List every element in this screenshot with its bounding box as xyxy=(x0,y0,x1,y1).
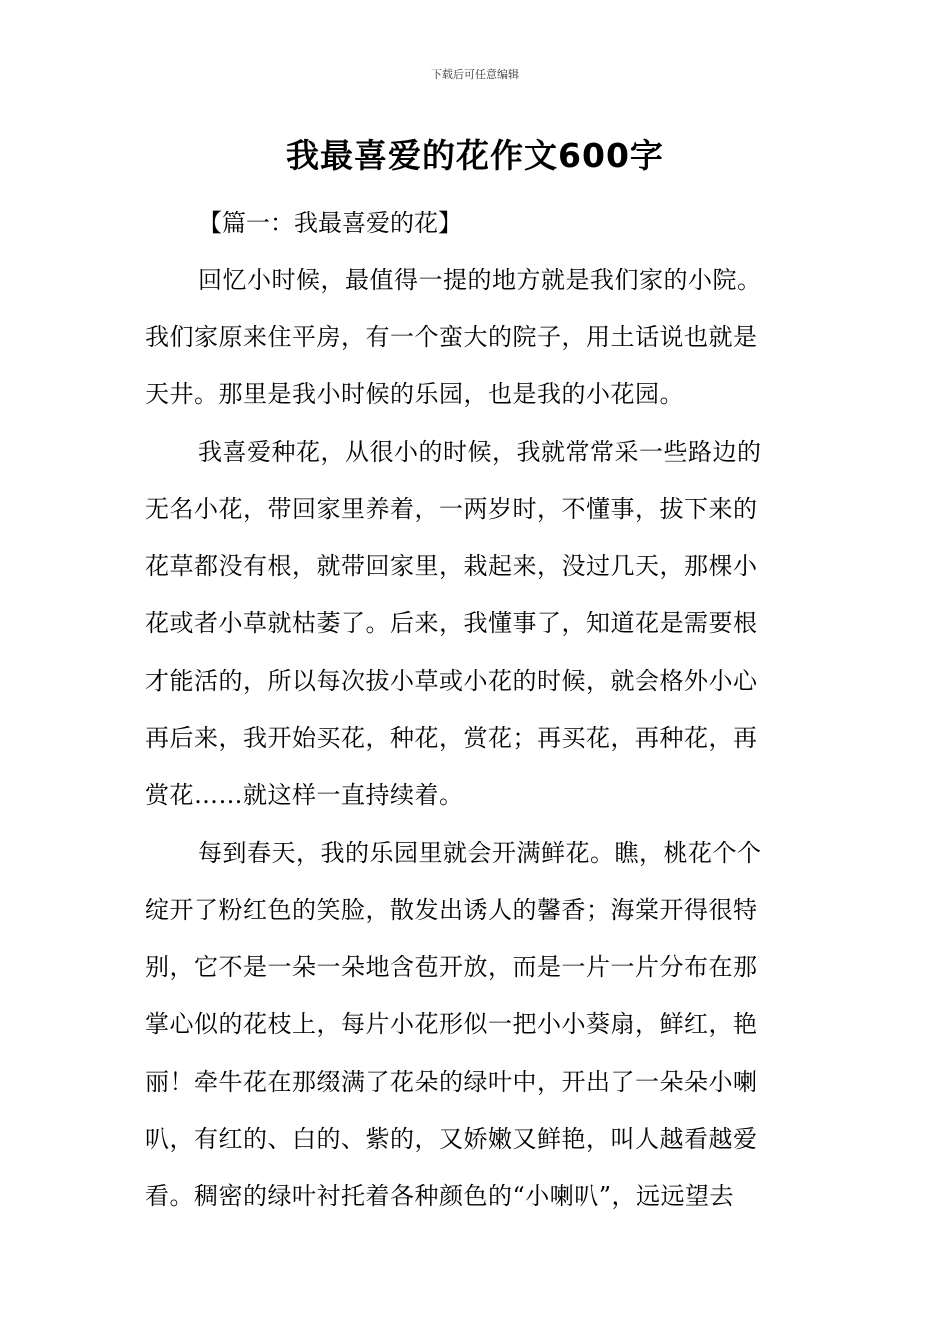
text-line: 再后来，我开始买花，种花，赏花；再买花，再种花，再 xyxy=(145,724,758,752)
text-line: 绽开了粉红色的笑脸，散发出诱人的馨香；海棠开得很特 xyxy=(145,896,758,924)
text-line: 我们家原来住平房，有一个蛮大的院子，用土话说也就是 xyxy=(145,323,758,351)
text-line: 天井。那里是我小时候的乐园，也是我的小花园。 xyxy=(145,380,684,408)
section-heading: 【篇一：我最喜爱的花】 xyxy=(198,209,462,237)
text-line: 回忆小时候，最值得一提的地方就是我们家的小院。 xyxy=(198,266,762,294)
document-title: 我最喜爱的花作文600字 xyxy=(286,136,664,175)
text-line: 花草都没有根，就带回家里，栽起来，没过几天，那棵小 xyxy=(145,552,758,580)
text-line: 每到春天，我的乐园里就会开满鲜花。瞧，桃花个个 xyxy=(198,839,762,867)
text-line: 掌心似的花枝上，每片小花形似一把小小葵扇，鲜红，艳 xyxy=(145,1010,758,1038)
text-line: 叭，有红的、白的、紫的，又娇嫩又鲜艳，叫人越看越爱 xyxy=(145,1125,758,1153)
header-note: 下载后可任意编辑 xyxy=(431,68,519,81)
text-line: 看。稠密的绿叶衬托着各种颜色的“小喇叭”，远远望去 xyxy=(145,1182,735,1210)
text-line: 丽！牵牛花在那缀满了花朵的绿叶中，开出了一朵朵小喇 xyxy=(145,1068,758,1096)
text-line: 赏花……就这样一直持续着。 xyxy=(145,781,464,809)
text-line: 才能活的，所以每次拔小草或小花的时候，就会格外小心 xyxy=(145,667,758,695)
text-line: 我喜爱种花，从很小的时候，我就常常采一些路边的 xyxy=(198,438,762,466)
text-line: 无名小花，带回家里养着，一两岁时，不懂事，拔下来的 xyxy=(145,495,758,523)
text-line: 别，它不是一朵一朵地含苞开放，而是一片一片分布在那 xyxy=(145,953,758,981)
text-line: 花或者小草就枯萎了。后来，我懂事了，知道花是需要根 xyxy=(145,609,758,637)
